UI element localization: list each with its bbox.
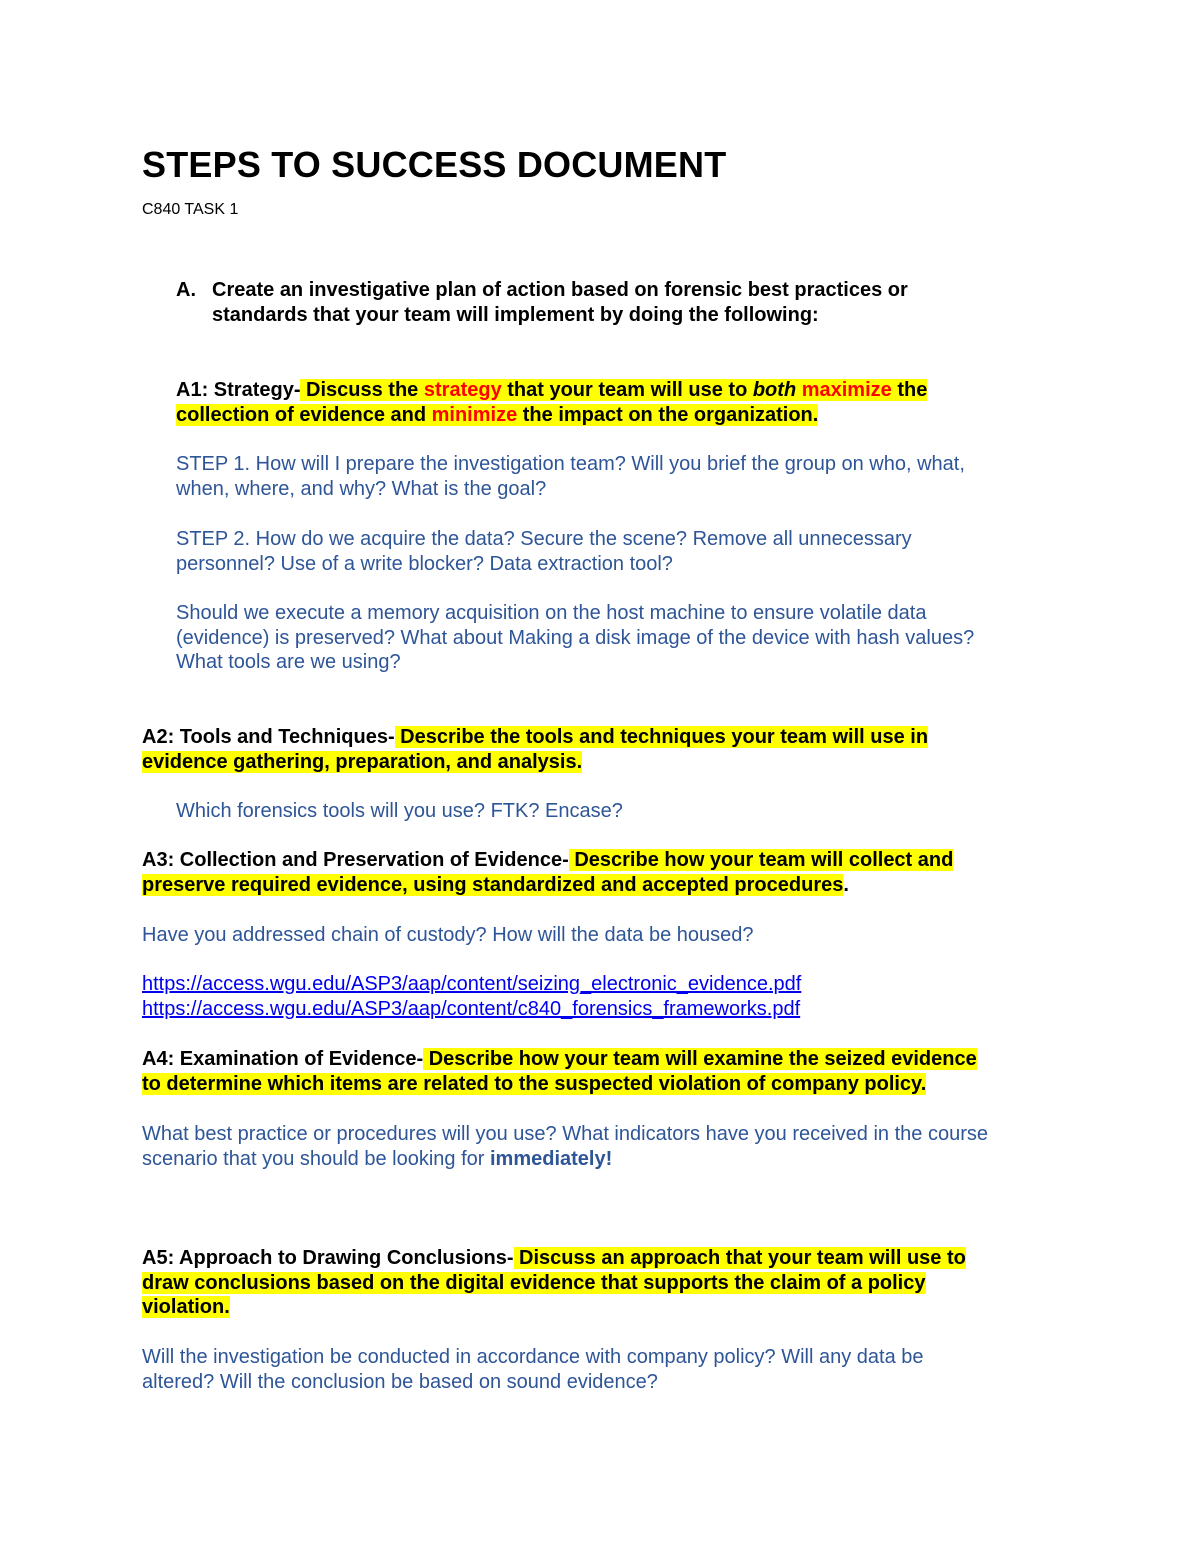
a3-label: A3: Collection and Preservation of Evidence- bbox=[142, 849, 569, 871]
a3-links bbox=[142, 972, 801, 1021]
a1-label: A1: Strategy- bbox=[176, 379, 301, 401]
a4-label: A4: Examination of Evidence- bbox=[142, 1048, 424, 1070]
a5-heading: A5: Approach to Drawing Conclusions- Discuss an approach that your team will use to draw conclusions based on the digital evidence that supports the claim of a policy violation. bbox=[142, 1247, 966, 1318]
a1-heading: A1: Strategy- Discuss the strategy that your team will use to both maximize the collection of evidence and minimize the impact on the organization. bbox=[176, 379, 928, 426]
a3-question: Have you addressed chain of custody? How will the data be housed? bbox=[142, 924, 754, 946]
seizing-evidence-link[interactable]: https://access.wgu.edu/ASP3/aap/content/seizing_electronic_evidence.pdf bbox=[142, 973, 802, 995]
a2-label: A2: Tools and Techniques- bbox=[142, 726, 395, 748]
a4-heading: A4: Examination of Evidence- Describe how your team will examine the seized evidence to determine which items are related to the suspected violation of company policy. bbox=[142, 1048, 977, 1095]
section-a-heading: Create an investigative plan of action based on forensic best practices or standards that your team will implement by doing the following: bbox=[212, 279, 908, 326]
a1-step-2: STEP 2. How do we acquire the data? Secure the scene? Remove all unnecessary personnel? Use of a write blocker? Data extraction tool? bbox=[176, 528, 912, 575]
a2-question: Which forensics tools will you use? FTK? Encase? bbox=[176, 800, 623, 822]
a2-heading: A2: Tools and Techniques- Describe the tools and techniques your team will use in evidence gathering, preparation, and analysis. bbox=[142, 726, 929, 773]
a1-step-1: STEP 1. How will I prepare the investigation team? Will you brief the group on who, what, when, where, and why? What is the goal? bbox=[176, 453, 965, 500]
a1-questions: Should we execute a memory acquisition on the host machine to ensure volatile data (evidence) is preserved? What about Making a disk image of the device with hash values? What tools are we using? bbox=[176, 602, 975, 673]
forensics-frameworks-link[interactable]: https://access.wgu.edu/ASP3/aap/content/c840_forensics_frameworks.pdf bbox=[142, 997, 801, 1020]
document-title: STEPS TO SUCCESS DOCUMENT bbox=[142, 144, 727, 185]
section-a-label: A. bbox=[176, 279, 196, 301]
a5-label: A5: Approach to Drawing Conclusions- bbox=[142, 1247, 514, 1269]
a3-heading: A3: Collection and Preservation of Evidence- Describe how your team will collect and preserve required evidence, using standardized and accepted procedures. bbox=[142, 849, 954, 896]
a4-question: What best practice or procedures will you use? What indicators have you received in the course scenario that you should be looking for immediately! bbox=[142, 1123, 988, 1170]
a5-question: Will the investigation be conducted in accordance with company policy? Will any data be altered? Will the conclusion be based on sound evidence? bbox=[142, 1346, 924, 1393]
document-subtitle: C840 TASK 1 bbox=[142, 201, 239, 218]
